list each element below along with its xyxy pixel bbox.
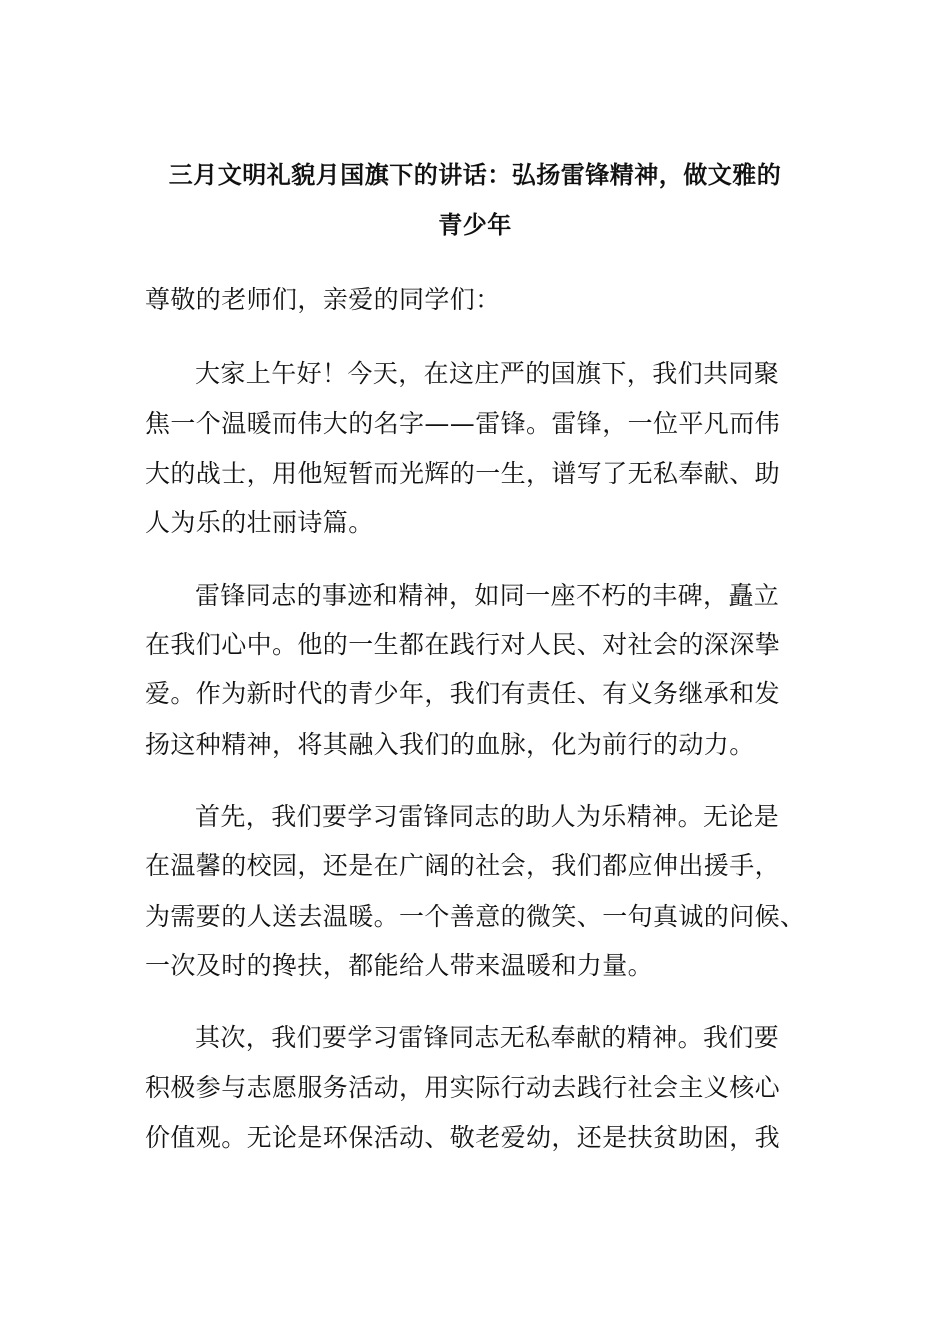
title-line: 青少年 <box>438 211 512 239</box>
paragraph-line: 爱。作为新时代的青少年，我们有责任、有义务继承和发 <box>145 679 781 708</box>
paragraph-line: 在我们心中。他的一生都在践行对人民、对社会的深深挚 <box>145 630 781 659</box>
document-title <box>140 150 810 250</box>
paragraph-line: 在温馨的校园，还是在广阔的社会，我们都应伸出援手， <box>145 851 781 880</box>
paragraph-line: 人为乐的壮丽诗篇。 <box>145 508 374 537</box>
title-line: 三月文明礼貌月国旗下的讲话：弘扬雷锋精神，做文雅的 <box>168 161 782 189</box>
paragraph-line: 焦一个温暖而伟大的名字——雷锋。雷锋，一位平凡而伟 <box>145 409 781 438</box>
paragraph-line: 首先，我们要学习雷锋同志的助人为乐精神。无论是 <box>195 802 780 831</box>
paragraph-line: 其次，我们要学习雷锋同志无私奉献的精神。我们要 <box>195 1023 780 1052</box>
paragraph-line: 雷锋同志的事迹和精神，如同一座不朽的丰碑，矗立 <box>195 581 780 610</box>
paragraph-line: 价值观。无论是环保活动、敬老爱幼，还是扶贫助困，我 <box>145 1123 781 1152</box>
paragraph-line: 大的战士，用他短暂而光辉的一生，谱写了无私奉献、助 <box>145 459 781 488</box>
paragraph-line: 大家上午好！今天，在这庄严的国旗下，我们共同聚 <box>195 359 780 388</box>
paragraph-line: 扬这种精神，将其融入我们的血脉，化为前行的动力。 <box>145 730 755 759</box>
paragraph-line: 积极参与志愿服务活动，用实际行动去践行社会主义核心 <box>145 1073 781 1102</box>
paragraph-line: 一次及时的搀扶，都能给人带来温暖和力量。 <box>145 951 654 980</box>
paragraph-line: 为需要的人送去温暖。一个善意的微笑、一句真诚的问候、 <box>145 902 806 931</box>
greeting: 尊敬的老师们，亲爱的同学们： <box>145 285 501 314</box>
